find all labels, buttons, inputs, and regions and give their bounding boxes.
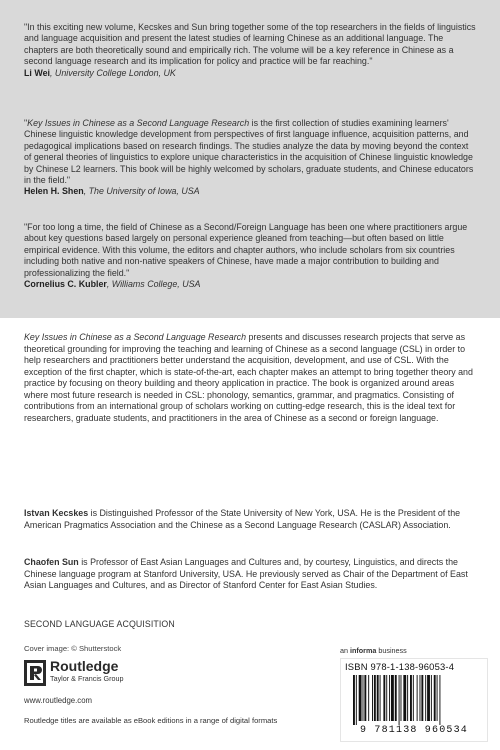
editor-name: Istvan Kecskes [24,508,89,518]
isbn-label: ISBN 978-1-138-96053-4 [345,661,455,672]
editor-bio-1: Istvan Kecskes is Distinguished Professor of the State University of New York, USA. He is the President of the American Pragmatics Association and the Chinese as a Second Language Research (CASLAR) Association. [24,508,461,530]
barcode-digits: 9 781138 960534 [359,725,468,736]
endorsements-panel [0,0,500,318]
barcode-icon [345,675,483,725]
editor-name: Chaofen Sun [24,557,79,567]
book-description: Key Issues in Chinese as a Second Language Research presents and discusses research projects that serve as theoretical grounding for improving the teaching and learning of Chinese as a second language (CSL) in order to help researchers and practitioners better understand the acquisition, development, and use of CSL. With the exception of the first chapter, which is state-of-the-art, each chapter makes an attempt to bring together theory and practice by focusing on theory building and theory application in practice. The book is organized around areas where most future research is needed in CSL: phonology, semantics, grammar, and pragmatics. Consisting of contributions from an international group of scholars working on cutting-edge research, this is the ideal text for researchers, graduate students, and practitioners in the area of Chinese as a second or foreign language. [24,332,473,423]
editor-bio-2: Chaofen Sun is Professor of East Asian Languages and Cultures and, by courtesy, Linguistics, and directs the Chinese language program at Stanford University, USA. He previously served as Chair of the Department of East Asian Languages and Cultures, and as Director of Stanford Center for East Asian Studies. [24,557,468,590]
publisher-group: Taylor & Francis Group [50,674,124,683]
endorsement-text: "For too long a time, the field of Chinese as a Second/Foreign Language has been one where practitioners argue about key questions based largely on personal experience gleaned from teaching—but often based on little empirical evidence. With this volume, the editors and chapter authors, who include scholars from six countries including both native and non-native speakers of Chinese, have made a major contribution to building and professionalizing the field." [24,222,468,278]
publisher-url: www.routledge.com [24,696,93,705]
endorsement-attribution [24,186,476,197]
endorsement-1 [24,22,476,79]
endorsement-attribution [24,68,476,79]
informa-business-label: an informa business [340,646,407,655]
routledge-logo-icon [24,660,46,686]
endorser-affiliation: , Williams College, USA [106,279,201,290]
endorsement-3 [24,222,476,290]
endorsement-2 [24,118,476,198]
publisher-name: Routledge [50,658,119,674]
cover-image-credit: Cover image: © Shutterstock [24,644,122,653]
book-title-ref: Key Issues in Chinese as a Second Language Research [27,118,250,128]
ebook-note: Routledge titles are available as eBook editions in a range of digital formats [24,716,278,725]
informa-brand: informa [350,646,377,655]
endorsement-attribution [24,279,476,290]
barcode-block [340,658,488,742]
endorsement-text: "Key Issues in Chinese as a Second Language Research is the first collection of studies examining learners' Chinese linguistic knowledge development from perspectives of first language influence, acquisition patterns, and pedagogical implications based on research findings. The studies analyze the data by moving beyond the context of general theories of linguistics to explore unique characteristics in the acquisition of Chinese linguistic knowledge by Chinese L2 learners. This book will be highly welcomed by scholars, graduate students, and Chinese educators in the field." [24,118,474,186]
endorser-name: Helen H. Shen [24,186,84,197]
endorsement-text: "In this exciting new volume, Kecskes and Sun bring together some of the top researchers in the fields of linguistics and language acquisition and present the latest studies of learning Chinese as an additional language. The chapters are both theoretically sound and empirically rich. The volume will be a key reference in Chinese as a second language research and its implication for policy and practice will be far reaching." [24,22,476,67]
endorser-affiliation: , University College London, UK [49,67,176,78]
series-name: SECOND LANGUAGE ACQUISITION [24,619,175,629]
endorser-affiliation: , The University of Iowa, USA [83,186,200,197]
endorser-name: Li Wei [24,67,50,78]
endorser-name: Cornelius C. Kubler [24,279,107,290]
book-title-ref: Key Issues in Chinese as a Second Language Research [24,332,247,342]
